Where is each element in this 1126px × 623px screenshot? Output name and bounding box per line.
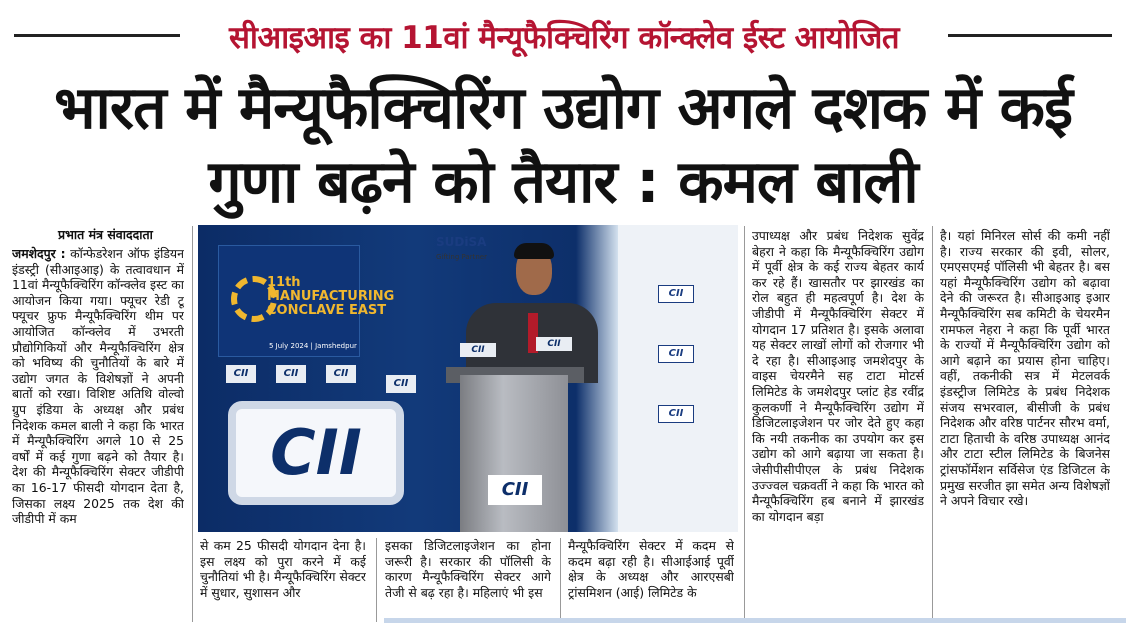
sponsor-panel [618, 225, 738, 532]
bottom-rule [384, 618, 1126, 623]
cii-logo-small: CII [226, 365, 256, 383]
article-column-6 [940, 228, 1110, 620]
dateline: जमशेदपुर : [12, 246, 66, 261]
screen-line-3: CONCLAVE EAST [267, 303, 387, 318]
screen-title [267, 276, 394, 318]
column-5-text: उपाध्यक्ष और प्रबंध निदेशक सुवेंद्र बेहरा ने कहा कि मैन्यूफैक्चिरिंग उद्योग में पूर्वी क्षेत्र के कई राज्य बेहतर कार्य कर रहे हैं। खासतौर पर झारखंड का रोल बहुत ही महत्वपूर्ण है। देश के जीडीपी में मैन्यूफैक्चिरिंग सेक्टर में योगदान 17 प्रतिशत है। इसके अलावा यह सेक्टर लाखों लोगों को रोजगार भी दे रहा है। सीआइआइ जमशेदपुर के वाइस चेयरमैने सह टाटा मोटर्स लिमिटेड के जमशेदपुर प्लांट हेड रवींद्र कुलकर्णी ने मैन्यूफैक्चिरिंग उद्योग में डिजिटलाइजेशन पर जोर देते हुए कहा कि नयी तकनीक का उपयोग कर इस उद्योग को आगे बढ़ाया जा सकता है। जेसीपीसीपीएल के प्रबंध निदेशक उज्ज्वल चक्रवर्ती ने कहा कि भारत को मैन्यूफैक्चिरिंग हब बनाने में झारखंड का योगदान बड़ा [752, 228, 924, 524]
column-divider [744, 226, 745, 622]
screen-date: 5 July 2024 | Jamshedpur [269, 342, 357, 350]
kicker-rule-left [14, 34, 180, 37]
kicker-title: सीआइआइ का 11वां मैन्यूफैक्चिरिंग कॉन्क्लेव ईस्ट आयोजित [228, 20, 900, 56]
screen-line-2: MANUFACTURING [267, 289, 395, 304]
cii-logo-small: CII [658, 345, 694, 363]
headline-line-2: गुणा बढ़ने को तैयार : कमल बाली [208, 147, 918, 216]
kicker-row [0, 10, 1126, 58]
column-2-text: से कम 25 फीसदी योगदान देना है। इस लक्ष्य को पुरा करने में कई चुनौतियां भी है। मैन्यूफैक्चिरिंग सेक्टर में सुधार, सुशासन और [200, 538, 366, 600]
article-column-4 [568, 538, 734, 622]
column-6-text: है। यहां मिनिरल सोर्स की कमी नहीं है। राज्य सरकार की इवी, सोलर, एमएसएमई पॉलिसी भी बेहतर है। बस यहां मैन्यूफैक्चिरिंग उद्योग को बढ़ावा देने की जरूरत है। सीआइआइ इआर मैन्यूफैक्चिरिंग सब कमिटी के चेयरमैन रामफल नेहरा ने कहा कि पूर्वी भारत के राज्यों में मैन्यूफैक्चिरिंग उद्योग को आगे बढ़ाने का प्रयास होना चाहिए। वहीं, तकनीकी सत्र में मेटलवर्क इंडस्ट्रीज लिमिटेड के प्रबंध निदेशक संजय सभरवाल, बीसीजी के प्रबंध निदेशक और वरिष्ठ पार्टनर सौरभ वर्मा, टाटा हिताची के वरिष्ठ उपाध्यक्ष आनंद और टाटा स्टील लिमिटेड के बिजनेस ट्रांसफॉर्मेशन सर्विसेज एंड डिजिटल के प्रमुख सरजीत झा समेत अन्य विशेषज्ञों ने अपने विचार रखे। [940, 228, 1110, 509]
mic-logo: CII [536, 337, 572, 351]
podium [460, 375, 568, 532]
column-3-text: इसका डिजिटलाइजेशन का होना जरूरी है। सरकार की पॉलिसी के कारण मैन्यूफैक्चिरिंग सेक्टर आगे तेजी से बढ़ रहा है। महिलाएं भी इस [385, 538, 551, 600]
article-column-3 [385, 538, 551, 622]
event-photo [198, 225, 738, 532]
mic-logo: CII [460, 343, 496, 357]
byline: प्रभात मंत्र संवाददाता [58, 227, 153, 242]
sponsor-logo: SUDiSA [436, 235, 487, 249]
podium-cii-logo: CII [488, 475, 542, 505]
column-divider [932, 226, 933, 622]
cii-logo-small: CII [386, 375, 416, 393]
column-divider [560, 538, 561, 622]
sponsor-caption: Gifting Partner [436, 253, 487, 261]
article-column-5 [752, 228, 924, 620]
kicker-rule-right [948, 34, 1112, 37]
cii-logo-small: CII [658, 285, 694, 303]
column-1-text: कॉन्फेडरेशन ऑफ इंडियन इंडस्ट्री (सीआइआइ) के तत्वावधान में 11वां मैन्यूफैक्चिरिंग कॉन्क्लेव इस्ट का आयोजन किया गया। फ्यूचर रेडी टू फ्यूचर फ्रुफ मैन्यूफैक्चिरिंग थीम पर आयोजित कॉन्क्लेव में उभरती प्रौद्योगिकियों और मैन्यूफैक्चिरिंग क्षेत्र को भविष्य की चुनौतियों के बारे में उद्योग जगत के विशेषज्ञों ने अपनी बातों को रखा। विशिष्ट अतिथि वोल्वो ग्रुप इंडिया के अध्यक्ष और प्रबंध निदेशक कमल बाली ने कहा कि भारत में मैन्यूफैक्चिरिंग अगले 10 से 25 वर्षों में कई गुणा बढ़ने को तैयार है। देश की मैन्यूफैक्चिरिंग सेक्टर जीडीपी का 16-17 फीसदी योगदान देता है, जिसका लक्ष्य 2025 तक देश की जीडीपी में कम [12, 246, 184, 527]
cii-logo-small: CII [326, 365, 356, 383]
speaker-hair [514, 243, 554, 259]
column-divider [376, 538, 377, 622]
conclave-screen [218, 245, 395, 357]
column-4-text: मैन्यूफैक्चिरिंग सेक्टर में कदम से कदम बढ़ा रही है। सीआईआई पूर्वी क्षेत्र के अध्यक्ष और आरएसबी ट्रांसमिशन (आई) लिमिटेड के [568, 538, 734, 600]
article-column-1 [12, 246, 184, 620]
cii-logo-small: CII [276, 365, 306, 383]
column-divider [192, 226, 193, 622]
article-column-2 [200, 538, 366, 622]
screen-edition: 11th [267, 275, 301, 290]
cii-logo-large: CII [228, 401, 404, 505]
headline-line-1: भारत में मैन्यूफैक्चिरिंग उद्योग अगले दशक में कई [54, 73, 1072, 142]
cii-logo-small: CII [658, 405, 694, 423]
